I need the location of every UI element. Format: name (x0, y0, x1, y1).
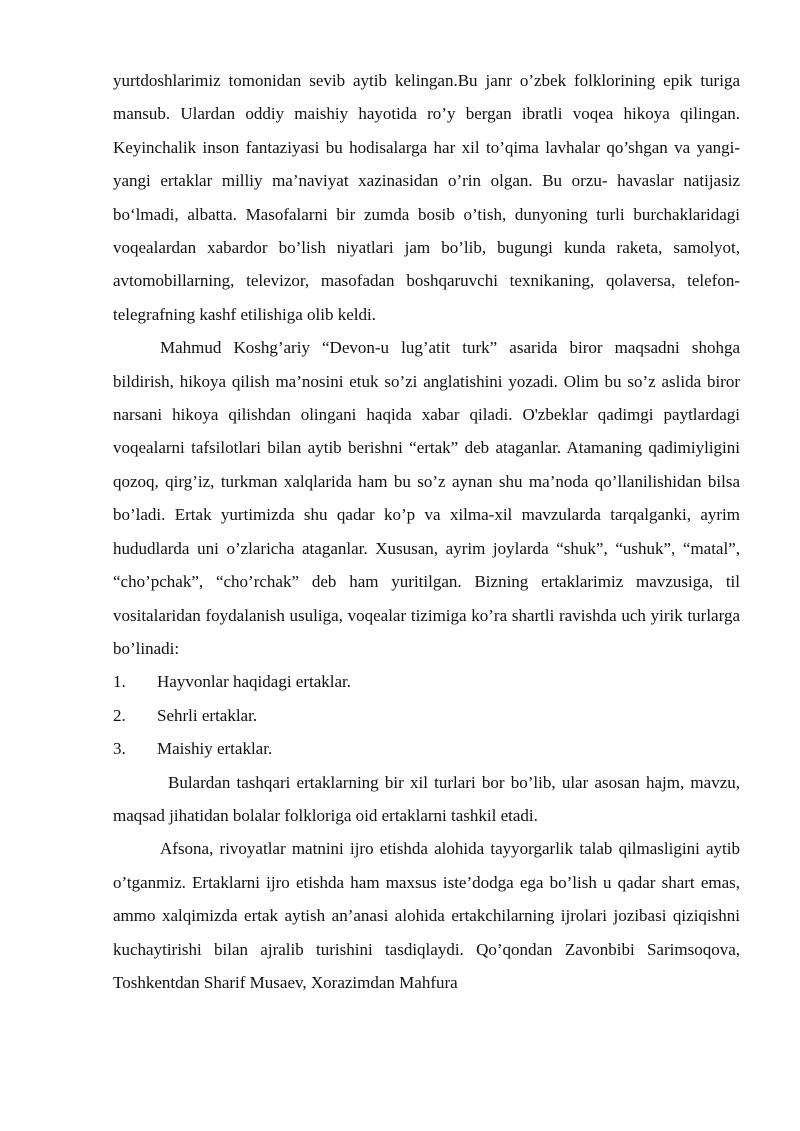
list-text: Hayvonlar haqidagi ertaklar. (157, 672, 352, 692)
numbered-list (113, 665, 740, 765)
paragraph-continuation: yurtdoshlarimiz tomonidan sevib aytib kelingan.Bu janr o’zbek folklorining epik turiga mansub. Ulardan oddiy maishiy hayotida ro’y bergan ibratli voqea hikoya qilingan. Keyinchalik inson fantaziyasi bu hodisalarga har xil to’qima lavhalar qo’shgan va yangi- yangi ertaklar milliy ma’naviyat xazinasidan o’rin olgan. Bu orzu- havaslar natijasiz bo‘lmadi, albatta. Masofalarni bir zumda bosib o’tish, dunyoning turli burchaklaridagi voqealardan xabardor bo’lish niyatlari jam bo’lib, bugungi kunda raketa, samolyot, avtomobillarning, televizor, masofadan boshqaruvchi texnikaning, qolaversa, telefon-telegrafning kashf etilishiga olib keldi. (113, 71, 740, 324)
paragraph-devon-lugatit-turk: Mahmud Koshg’ariy “Devon-u lug’atit turk” asarida biror maqsadni shohga bildirish, hikoya qilish ma’nosini etuk so’zi anglatishini yozadi. Olim bu so’z aslida biror narsani hikoya qilishdan olingani haqida xabar qiladi. O'zbeklar qadimgi paytlardagi voqealarni tafsilotlari bilan aytib berishni “ertak” deb ataganlar. Atamaning qadimiyligini qozoq, qirg’iz, turkman xalqlarida ham bu so’z aynan shu ma’noda qo’llanilishidan bilsa bo’ladi. Ertak yurtimizda shu qadar ko’p va xilma-xil mavzularda tarqalganki, ayrim hududlarda uni o’zlaricha ataganlar. Xususan, ayrim joylarda “shuk”, “ushuk”, “matal”, “cho’pchak”, “cho’rchak” deb ham yuritilgan. Bizning ertaklarimiz mavzusiga, til vositalaridan foydalanish usuliga, voqealar tizimiga ko’ra shartli ravishda uch yirik turlarga bo’linadi: (113, 338, 740, 658)
paragraph-performance: Afsona, rivoyatlar matnini ijro etishda alohida tayyorgarlik talab qilmasligini aytib o’tganmiz. Ertaklarni ijro etishda ham maxsus iste’dodga ega bo’lish u qadar shart emas, ammo xalqimizda ertak aytish an’anasi alohida ertakchilarning ijrolari jozibasi qiziqishni kuchaytirishi bilan ajralib turishini tasdiqlaydi. Qo’qondan Zavonbibi Sarimsoqova, Toshkentdan Sharif Musaev, Xorazimdan Mahfura (113, 839, 740, 992)
list-text: Sehrli ertaklar. (157, 705, 258, 725)
paragraph-other-types: Bulardan tashqari ertaklarning bir xil turlari bor bo’lib, ular asosan hajm, mavzu, maqsad jihatidan bolalar folkloriga oid ertaklarni tashkil etadi. (113, 772, 740, 825)
list-number: 3. (113, 739, 126, 759)
list-text: Maishiy ertaklar. (157, 739, 273, 759)
document-page (113, 64, 740, 999)
list-number: 1. (113, 672, 126, 692)
list-item (113, 699, 740, 732)
list-item (113, 732, 740, 765)
list-number: 2. (113, 705, 126, 725)
list-item (113, 665, 740, 698)
